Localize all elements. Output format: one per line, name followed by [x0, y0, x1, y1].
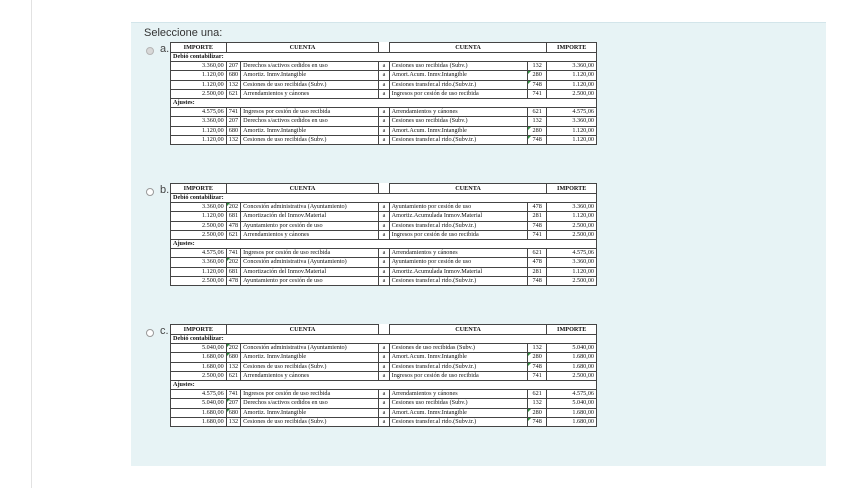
- table-row: [171, 117, 597, 126]
- debit-amount: 1.680,00: [171, 408, 227, 417]
- option-c-ledger-table: [170, 324, 597, 427]
- debit-amount: 1.680,00: [171, 362, 227, 371]
- header-importe-2: IMPORTE: [547, 43, 597, 53]
- section-label: Ajustes:: [171, 239, 597, 248]
- credit-account-code: 478: [527, 203, 547, 212]
- debit-account-code: 741: [226, 249, 240, 258]
- credit-amount: 1.680,00: [547, 417, 597, 426]
- debit-account-name: Ayuntamiento por cesión de uso: [241, 276, 379, 285]
- to-marker: a: [379, 117, 389, 126]
- debit-account-name: Cesiones de uso recibidas (Subv.): [241, 80, 379, 89]
- debit-amount: 2.500,00: [171, 230, 227, 239]
- to-marker: a: [379, 62, 389, 71]
- credit-amount: 4.575,06: [547, 249, 597, 258]
- debit-amount: 1.120,00: [171, 80, 227, 89]
- to-marker: a: [379, 267, 389, 276]
- table-row: [171, 62, 597, 71]
- debit-account-name: Amortización del Inmov.Material: [241, 267, 379, 276]
- table-row: [171, 353, 597, 362]
- debit-amount: 5.040,00: [171, 344, 227, 353]
- credit-account-code: 281: [527, 212, 547, 221]
- credit-account-name: Arrendamientos y cánones: [389, 390, 527, 399]
- section-row: [171, 53, 597, 62]
- credit-account-name: Amortiz.Acumulada Inmov.Material: [389, 212, 527, 221]
- credit-account-name: Cesiones uso recibidas (Subv.): [389, 117, 527, 126]
- credit-account-code: 621: [527, 249, 547, 258]
- header-cuenta: CUENTA: [226, 184, 379, 194]
- credit-amount: 2.500,00: [547, 371, 597, 380]
- to-marker: a: [379, 258, 389, 267]
- table-row: [171, 108, 597, 117]
- section-row: [171, 194, 597, 203]
- credit-amount: 1.680,00: [547, 408, 597, 417]
- credit-account-name: Ayuntamiento por cesión de uso: [389, 258, 527, 267]
- debit-account-code: 478: [226, 276, 240, 285]
- debit-amount: 1.680,00: [171, 353, 227, 362]
- debit-amount: 5.040,00: [171, 399, 227, 408]
- debit-amount: 4.575,06: [171, 390, 227, 399]
- table-row: [171, 390, 597, 399]
- debit-account-code: 202: [226, 344, 240, 353]
- debit-amount: 1.120,00: [171, 212, 227, 221]
- header-cuenta: CUENTA: [226, 325, 379, 335]
- table-row: [171, 344, 597, 353]
- section-label: Debió contabilizar:: [171, 194, 597, 203]
- credit-amount: 3.360,00: [547, 62, 597, 71]
- credit-amount: 4.575,06: [547, 390, 597, 399]
- header-importe-2: IMPORTE: [547, 325, 597, 335]
- credit-account-name: Cesiones transfer.al rtdo.(Subv.tr.): [389, 362, 527, 371]
- table-header-row: [171, 325, 597, 335]
- credit-account-code: 748: [527, 80, 547, 89]
- debit-account-code: 478: [226, 221, 240, 230]
- table-row: [171, 408, 597, 417]
- table-row: [171, 371, 597, 380]
- credit-account-name: Cesiones uso recibidas (Subv.): [389, 399, 527, 408]
- header-separator: [379, 325, 389, 335]
- debit-amount: 3.360,00: [171, 258, 227, 267]
- option-b-letter: b.: [160, 184, 170, 196]
- debit-account-name: Ingresos por cesión de uso recibida: [241, 390, 379, 399]
- option-b-radio[interactable]: [146, 188, 154, 196]
- debit-account-code: 207: [226, 117, 240, 126]
- debit-account-code: 680: [226, 408, 240, 417]
- debit-account-code: 132: [226, 362, 240, 371]
- table-row: [171, 212, 597, 221]
- debit-account-name: Amortiz. Inmv.Intangible: [241, 408, 379, 417]
- section-label: Debió contabilizar:: [171, 53, 597, 62]
- section-row: [171, 380, 597, 389]
- credit-account-code: 621: [527, 390, 547, 399]
- debit-amount: 2.500,00: [171, 89, 227, 98]
- debit-amount: 4.575,06: [171, 249, 227, 258]
- header-cuenta: CUENTA: [226, 43, 379, 53]
- credit-account-name: Ayuntamiento por cesión de uso: [389, 203, 527, 212]
- table-header-row: [171, 43, 597, 53]
- section-label: Ajustes:: [171, 98, 597, 107]
- debit-account-code: 132: [226, 135, 240, 144]
- table-row: [171, 203, 597, 212]
- to-marker: a: [379, 249, 389, 258]
- section-label: Debió contabilizar:: [171, 335, 597, 344]
- credit-account-code: 132: [527, 62, 547, 71]
- credit-amount: 1.120,00: [547, 126, 597, 135]
- table-row: [171, 71, 597, 80]
- table-row: [171, 89, 597, 98]
- option-c-radio[interactable]: [146, 329, 154, 337]
- debit-account-name: Amortiz. Inmv.Intangible: [241, 353, 379, 362]
- credit-amount: 4.575,06: [547, 108, 597, 117]
- to-marker: a: [379, 230, 389, 239]
- debit-amount: 3.360,00: [171, 117, 227, 126]
- credit-amount: 5.040,00: [547, 344, 597, 353]
- debit-amount: 1.680,00: [171, 417, 227, 426]
- credit-account-code: 478: [527, 258, 547, 267]
- credit-account-code: 621: [527, 108, 547, 117]
- credit-account-name: Cesiones transfer.al rtdo.(Subv.tr.): [389, 80, 527, 89]
- debit-account-name: Concesión administrativa (Ayuntamiento): [241, 203, 379, 212]
- debit-account-name: Cesiones de uso recibidas (Subv.): [241, 417, 379, 426]
- debit-account-code: 681: [226, 267, 240, 276]
- credit-amount: 1.120,00: [547, 71, 597, 80]
- credit-account-code: 748: [527, 417, 547, 426]
- credit-account-name: Arrendamientos y cánones: [389, 249, 527, 258]
- debit-account-code: 207: [226, 399, 240, 408]
- table-row: [171, 417, 597, 426]
- debit-account-name: Cesiones de uso recibidas (Subv.): [241, 362, 379, 371]
- debit-account-name: Ingresos por cesión de uso recibida: [241, 108, 379, 117]
- credit-account-code: 280: [527, 126, 547, 135]
- table-row: [171, 126, 597, 135]
- table-row: [171, 258, 597, 267]
- credit-account-name: Cesiones uso recibidas (Subv.): [389, 62, 527, 71]
- debit-account-name: Amortiz. Inmv.Intangible: [241, 71, 379, 80]
- table-row: [171, 80, 597, 89]
- debit-account-code: 202: [226, 258, 240, 267]
- debit-account-name: Derechos s/activos cedidos en uso: [241, 117, 379, 126]
- debit-account-name: Ingresos por cesión de uso recibida: [241, 249, 379, 258]
- debit-account-code: 681: [226, 212, 240, 221]
- section-row: [171, 98, 597, 107]
- credit-account-name: Ingresos por cesión de uso recibida: [389, 89, 527, 98]
- credit-amount: 2.500,00: [547, 276, 597, 285]
- credit-account-code: 748: [527, 221, 547, 230]
- debit-account-name: Derechos s/activos cedidos en uso: [241, 399, 379, 408]
- debit-account-name: Cesiones de uso recibidas (Subv.): [241, 135, 379, 144]
- credit-account-name: Amort.Acum. Inmv.Intangible: [389, 353, 527, 362]
- credit-account-name: Cesiones transfer.al rtdo.(Subv.tr.): [389, 417, 527, 426]
- debit-amount: 2.500,00: [171, 276, 227, 285]
- to-marker: a: [379, 89, 389, 98]
- to-marker: a: [379, 135, 389, 144]
- credit-account-name: Cesiones transfer.al rtdo.(Subv.tr.): [389, 221, 527, 230]
- debit-amount: 1.120,00: [171, 135, 227, 144]
- to-marker: a: [379, 353, 389, 362]
- to-marker: a: [379, 399, 389, 408]
- debit-account-code: 621: [226, 230, 240, 239]
- credit-account-code: 748: [527, 135, 547, 144]
- table-row: [171, 399, 597, 408]
- table-row: [171, 249, 597, 258]
- table-row: [171, 276, 597, 285]
- option-a-ledger-table: [170, 42, 597, 145]
- option-a-letter: a.: [160, 43, 170, 55]
- credit-account-name: Cesiones transfer.al rtdo.(Subv.tr.): [389, 135, 527, 144]
- debit-account-code: 680: [226, 71, 240, 80]
- debit-account-code: 741: [226, 108, 240, 117]
- table-row: [171, 362, 597, 371]
- section-row: [171, 239, 597, 248]
- credit-amount: 3.360,00: [547, 203, 597, 212]
- credit-amount: 1.680,00: [547, 362, 597, 371]
- debit-account-name: Derechos s/activos cedidos en uso: [241, 62, 379, 71]
- credit-account-name: Cesiones de uso recibidas (Subv.): [389, 344, 527, 353]
- debit-amount: 1.120,00: [171, 267, 227, 276]
- header-separator: [379, 43, 389, 53]
- credit-account-code: 741: [527, 89, 547, 98]
- credit-amount: 1.680,00: [547, 353, 597, 362]
- debit-account-name: Ayuntamiento por cesión de uso: [241, 221, 379, 230]
- debit-amount: 2.500,00: [171, 371, 227, 380]
- header-importe: IMPORTE: [171, 184, 227, 194]
- to-marker: a: [379, 371, 389, 380]
- debit-account-name: Arrendamientos y cánones: [241, 371, 379, 380]
- credit-amount: 3.360,00: [547, 117, 597, 126]
- to-marker: a: [379, 221, 389, 230]
- section-label: Ajustes:: [171, 380, 597, 389]
- debit-account-code: 680: [226, 126, 240, 135]
- credit-amount: 1.120,00: [547, 267, 597, 276]
- header-cuenta-2: CUENTA: [389, 184, 547, 194]
- credit-amount: 1.120,00: [547, 212, 597, 221]
- left-divider: [31, 0, 32, 488]
- option-c-letter: c.: [160, 325, 169, 337]
- credit-account-code: 132: [527, 399, 547, 408]
- section-row: [171, 335, 597, 344]
- debit-account-name: Amortización del Inmov.Material: [241, 212, 379, 221]
- debit-account-name: Concesión administrativa (Ayuntamiento): [241, 344, 379, 353]
- to-marker: a: [379, 71, 389, 80]
- debit-account-code: 680: [226, 353, 240, 362]
- credit-account-code: 132: [527, 117, 547, 126]
- to-marker: a: [379, 212, 389, 221]
- debit-amount: 1.120,00: [171, 71, 227, 80]
- debit-account-code: 621: [226, 371, 240, 380]
- credit-account-name: Cesiones transfer.al rtdo.(Subv.tr.): [389, 276, 527, 285]
- panel-top-border: [131, 22, 826, 23]
- credit-account-code: 280: [527, 353, 547, 362]
- option-a-radio[interactable]: [146, 47, 154, 55]
- debit-amount: 4.575,06: [171, 108, 227, 117]
- credit-account-code: 280: [527, 408, 547, 417]
- table-header-row: [171, 184, 597, 194]
- debit-account-code: 621: [226, 89, 240, 98]
- credit-account-name: Amortiz.Acumulada Inmov.Material: [389, 267, 527, 276]
- to-marker: a: [379, 417, 389, 426]
- to-marker: a: [379, 203, 389, 212]
- debit-amount: 3.360,00: [171, 203, 227, 212]
- debit-account-name: Concesión administrativa (Ayuntamiento): [241, 258, 379, 267]
- table-row: [171, 267, 597, 276]
- header-cuenta-2: CUENTA: [389, 325, 547, 335]
- debit-account-code: 741: [226, 390, 240, 399]
- credit-account-name: Ingresos por cesión de uso recibida: [389, 371, 527, 380]
- debit-account-name: Arrendamientos y cánones: [241, 230, 379, 239]
- credit-amount: 2.500,00: [547, 221, 597, 230]
- credit-amount: 1.120,00: [547, 135, 597, 144]
- credit-amount: 2.500,00: [547, 89, 597, 98]
- credit-account-code: 280: [527, 71, 547, 80]
- credit-account-code: 741: [527, 230, 547, 239]
- question-prompt: Seleccione una:: [144, 27, 223, 39]
- debit-amount: 3.360,00: [171, 62, 227, 71]
- credit-account-name: Ingresos por cesión de uso recibida: [389, 230, 527, 239]
- debit-account-code: 202: [226, 203, 240, 212]
- credit-account-code: 741: [527, 371, 547, 380]
- credit-amount: 2.500,00: [547, 230, 597, 239]
- credit-account-name: Amort.Acum. Inmv.Intangible: [389, 408, 527, 417]
- debit-amount: 2.500,00: [171, 221, 227, 230]
- to-marker: a: [379, 276, 389, 285]
- header-importe-2: IMPORTE: [547, 184, 597, 194]
- table-row: [171, 221, 597, 230]
- credit-account-code: 132: [527, 344, 547, 353]
- to-marker: a: [379, 126, 389, 135]
- credit-amount: 1.120,00: [547, 80, 597, 89]
- debit-account-code: 132: [226, 417, 240, 426]
- debit-account-code: 132: [226, 80, 240, 89]
- header-importe: IMPORTE: [171, 43, 227, 53]
- credit-account-code: 281: [527, 267, 547, 276]
- option-b-ledger-table: [170, 183, 597, 286]
- debit-amount: 1.120,00: [171, 126, 227, 135]
- debit-account-name: Arrendamientos y cánones: [241, 89, 379, 98]
- to-marker: a: [379, 344, 389, 353]
- table-row: [171, 230, 597, 239]
- to-marker: a: [379, 362, 389, 371]
- credit-account-name: Arrendamientos y cánones: [389, 108, 527, 117]
- to-marker: a: [379, 408, 389, 417]
- credit-account-name: Amort.Acum. Inmv.Intangible: [389, 126, 527, 135]
- credit-account-code: 748: [527, 362, 547, 371]
- debit-account-name: Amortiz. Inmv.Intangible: [241, 126, 379, 135]
- header-importe: IMPORTE: [171, 325, 227, 335]
- header-cuenta-2: CUENTA: [389, 43, 547, 53]
- credit-amount: 3.360,00: [547, 258, 597, 267]
- credit-amount: 5.040,00: [547, 399, 597, 408]
- to-marker: a: [379, 108, 389, 117]
- to-marker: a: [379, 390, 389, 399]
- credit-account-name: Amort.Acum. Inmv.Intangible: [389, 71, 527, 80]
- header-separator: [379, 184, 389, 194]
- credit-account-code: 748: [527, 276, 547, 285]
- table-row: [171, 135, 597, 144]
- debit-account-code: 207: [226, 62, 240, 71]
- to-marker: a: [379, 80, 389, 89]
